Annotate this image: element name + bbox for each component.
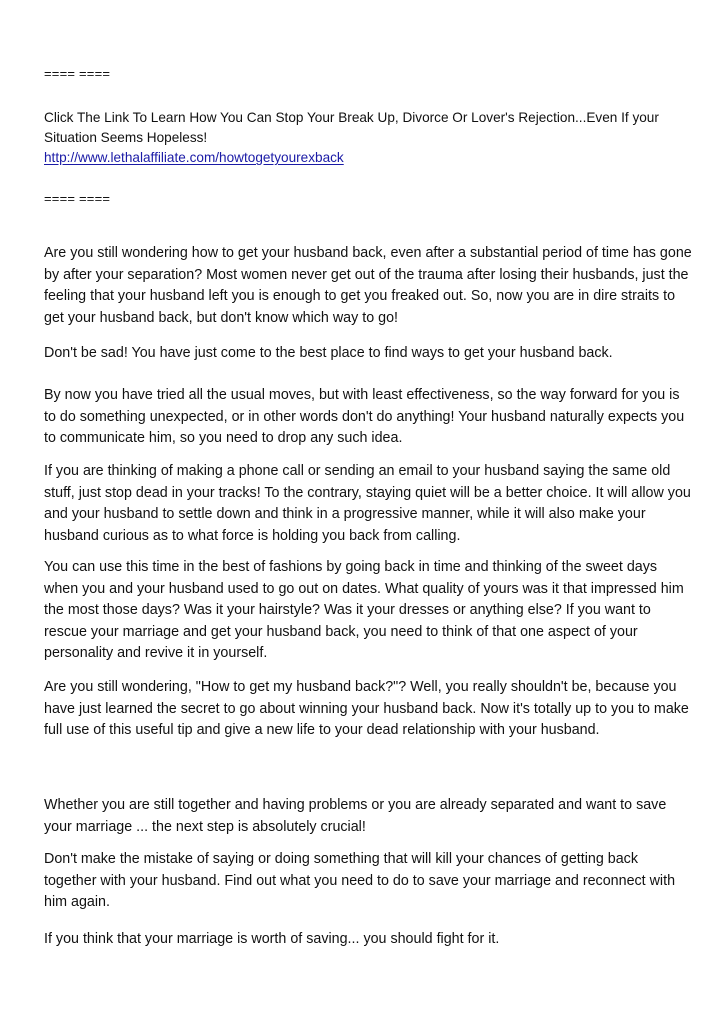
paragraph-2: Don't be sad! You have just come to the best place to find ways to get your husband back.: [44, 345, 613, 361]
paragraph-5: You can use this time in the best of fashions by going back in time and thinking of the sweet days when you and your husband used to go out on dates. What quality of yours was it that impressed him the most those days? Was it your hairstyle? Was it your dresses or anything else? If you want to rescue your marriage and get your husband back, you need to think of that one aspect of your personality and revive it in yourself.: [44, 559, 684, 661]
separator-top: ==== ====: [44, 66, 111, 81]
paragraph-7: Whether you are still together and having problems or you are already separated and want to save your marriage ... the next step is absolutely crucial!: [44, 797, 667, 835]
paragraph-8: Don't make the mistake of saying or doing something that will kill your chances of getting back together with your husband. Find out what you need to do to save your marriage and reconnect with him again.: [44, 851, 676, 910]
paragraph-1: Are you still wondering how to get your husband back, even after a substantial period of time has gone by after your separation? Most women never get out of the trauma after losing their husbands, just the feeling that your husband left you is enough to get you freaked out. So, now you are in dire straits to get your husband back, but don't know which way to go!: [44, 245, 692, 326]
promo-link[interactable]: http://www.lethalaffiliate.com/howtogetyourexback: [44, 150, 344, 165]
separator-bottom: ==== ====: [44, 191, 111, 206]
paragraph-4: If you are thinking of making a phone call or sending an email to your husband saying the same old stuff, just stop dead in your tracks! To the contrary, staying quiet will be a better choice. It will allow you and your husband to settle down and think in a progressive manner, while it will also make your husband curious as to what force is holding you back from calling.: [44, 463, 691, 544]
link-line: [44, 148, 694, 168]
intro-text: Click The Link To Learn How You Can Stop Your Break Up, Divorce Or Lover's Rejection...Even If your Situation Seems Hopeless!: [44, 110, 659, 145]
paragraph-3: By now you have tried all the usual moves, but with least effectiveness, so the way forward for you is to do something unexpected, or in other words don't do anything! Your husband naturally expects you to communicate him, so you need to drop any such idea.: [44, 387, 685, 446]
paragraph-6: Are you still wondering, "How to get my husband back?"? Well, you really shouldn't be, because you have just learned the secret to go about winning your husband back. Now it's totally up to you to make full use of this useful tip and give a new life to your dead relationship with your husband.: [44, 679, 689, 738]
paragraph-9: If you think that your marriage is worth of saving... you should fight for it.: [44, 931, 500, 947]
